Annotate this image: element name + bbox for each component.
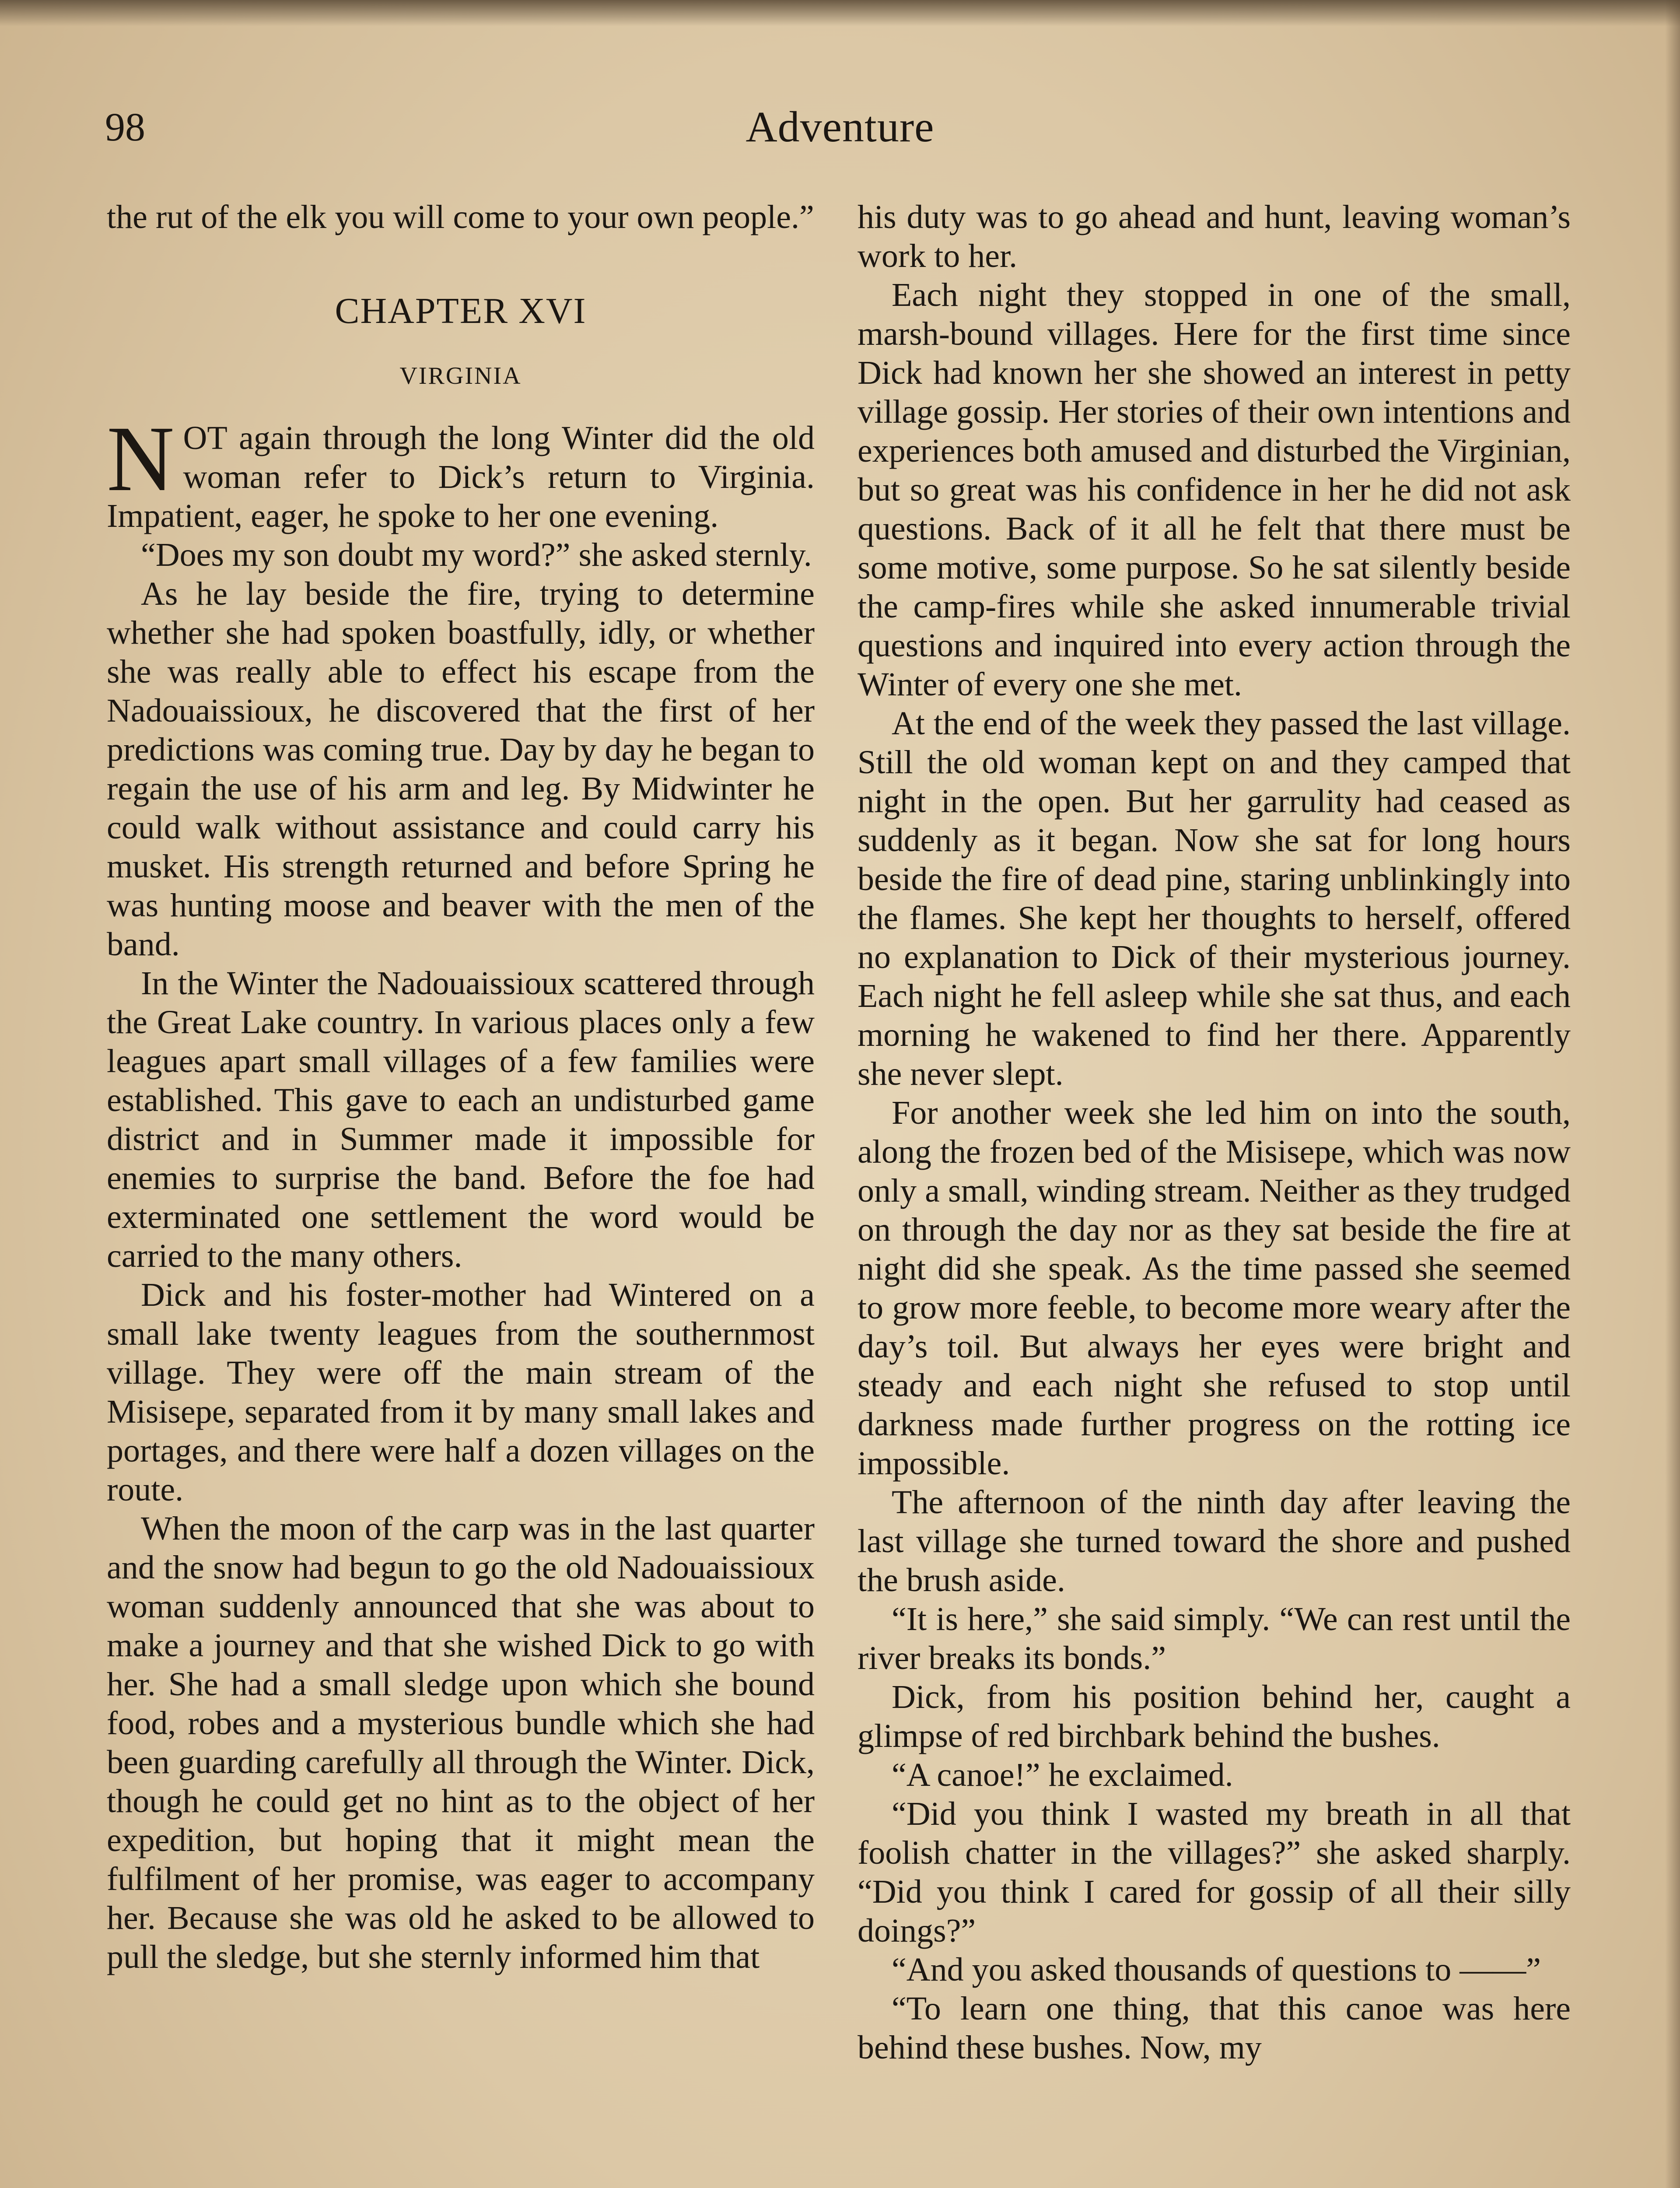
chapter-heading: CHAPTER XVI [335, 291, 587, 331]
right-column [858, 198, 1571, 2067]
body-paragraph: Each night they stopped in one of the small, marsh-bound villages. Here for the first time since Dick had known her she showed an interest in petty village gossip. Her stories of their own intentions and experiences both amused and disturbed the Virginian, but so great was his confidence in her he did not ask questions. Back of it all he felt that there must be some motive, some purpose. So he sat silently beside the camp-fires while she asked innumerable trivial questions and inquired into every action through the Winter of every one she met. [858, 277, 1571, 703]
chapter-first-paragraph [107, 407, 815, 536]
drop-cap: N [107, 407, 175, 511]
continued-paragraph: his duty was to go ahead and hunt, leaving woman’s work to her. [858, 199, 1571, 274]
body-paragraph: In the Winter the Nadouaissioux scattered through the Great Lake country. In various places only a few leagues apart small villages of a few families were established. This gave to each an undisturbed game district and in Summer made it impossible for enemies to surprise the band. Before the foe had exterminated one settlement the word would be carried to the many others. [107, 965, 815, 1274]
body-paragraph: “A canoe!” he exclaimed. [892, 1757, 1233, 1793]
left-column [107, 198, 815, 1977]
body-paragraph: The afternoon of the ninth day after leaving the last village she turned toward the shore and pushed the brush aside. [858, 1484, 1571, 1599]
body-paragraph: “It is here,” she said simply. “We can rest until the river breaks its bonds.” [858, 1601, 1571, 1676]
body-paragraph: For another week she led him on into the south, along the frozen bed of the Misisepe, which was now only a small, winding stream. Neither as they trudged on through the day nor as they sat beside the fire at night did she speak. As the time passed she seemed to grow more feeble, to become more weary after the day’s toil. But always her eyes were bright and steady and each night she refused to stop until darkness made further progress on the rotting ice impossible. [858, 1094, 1571, 1482]
body-paragraph: “To learn one thing, that this canoe was here behind these bushes. Now, my [858, 1990, 1571, 2066]
first-paragraph-text: OT again through the long Winter did the old woman refer to Dick’s return to Virginia. Impatient, eager, he spoke to her one evening. [107, 420, 815, 534]
page-number: 98 [105, 105, 145, 149]
body-paragraph: “Does my son doubt my word?” she asked sternly. [141, 536, 812, 573]
chapter-subtitle: VIRGINIA [399, 362, 522, 389]
body-paragraph: At the end of the week they passed the last village. Still the old woman kept on and they camped that night in the open. But her garrulity had ceased as suddenly as it began. Now she sat for long hours beside the fire of dead pine, staring unblinkingly into the flames. She kept her thoughts to herself, offered no explanation to Dick of their mysterious journey. Each night he fell asleep while she sat thus, and each morning he wakened to find her there. Apparently she never slept. [858, 705, 1571, 1092]
body-paragraph: When the moon of the carp was in the last quarter and the snow had begun to go the old Nadouaissioux woman suddenly announced that she was about to make a journey and that she wished Dick to go with her. She had a small sledge upon which she bound food, robes and a mysterious bundle which she had been guarding carefully all through the Winter. Dick, though he could get no hint as to the object of her expedition, but hoping that it might mean the fulfilment of her promise, was eager to accompany her. Because she was old he asked to be allowed to pull the sledge, but she sternly informed him that [107, 1510, 815, 1975]
page-header [105, 103, 1575, 160]
running-title: Adventure [746, 102, 934, 151]
body-paragraph: “And you asked thousands of questions to ——” [892, 1951, 1541, 1988]
body-paragraph: “Did you think I wasted my breath in all that foolish chatter in the villages?” she asked sharply. “Did you think I cared for gossip of all their silly doings?” [858, 1795, 1571, 1949]
body-paragraph: As he lay beside the fire, trying to determine whether she had spoken boastfully, idly, or whether she was really able to effect his escape from the Nadouaissioux, he discovered that the first of her predictions was coming true. Day by day he began to regain the use of his arm and leg. By Midwinter he could walk without assistance and could carry his musket. His strength returned and before Spring he was hunting moose and beaver with the men of the band. [107, 575, 815, 963]
body-paragraph: Dick and his foster-mother had Wintered on a small lake twenty leagues from the southernmost village. They were off the main stream of the Misisepe, separated from it by many small lakes and portages, and there were half a dozen villages on the route. [107, 1276, 815, 1508]
continued-paragraph: the rut of the elk you will come to your own people.” [107, 199, 814, 235]
body-paragraph: Dick, from his position behind her, caught a glimpse of red birchbark behind the bushes. [858, 1679, 1571, 1754]
